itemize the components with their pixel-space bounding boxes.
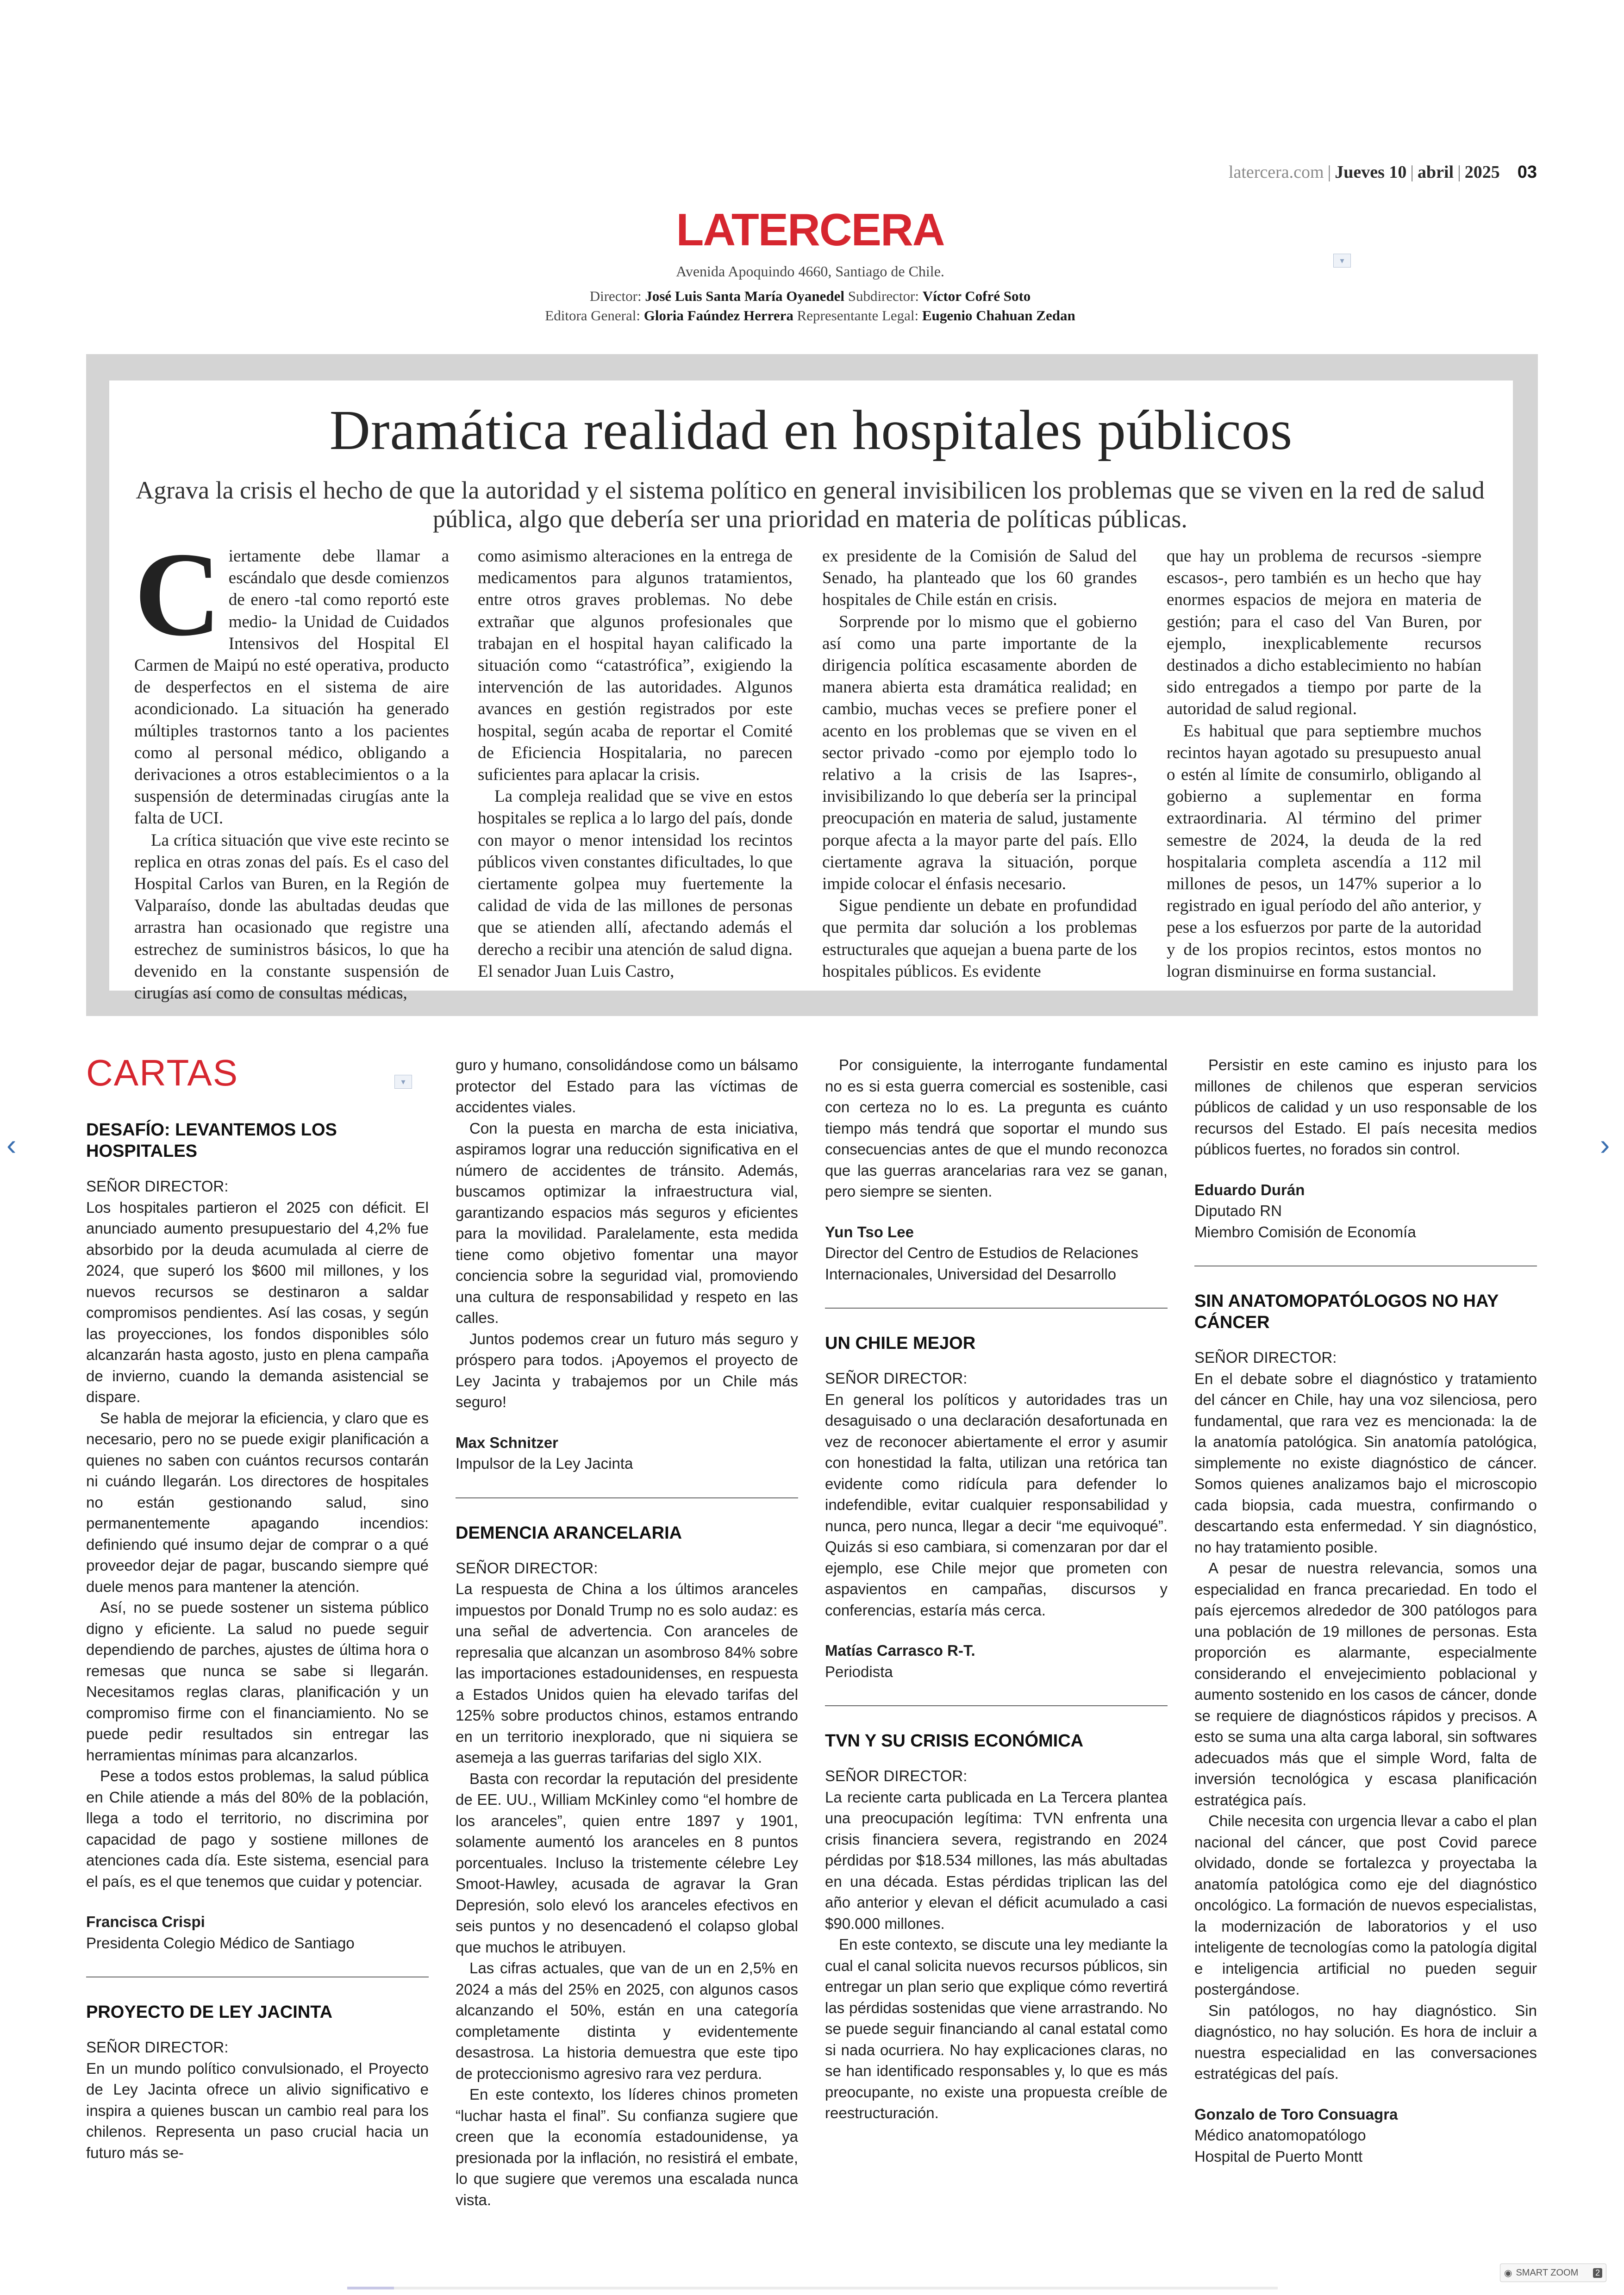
letter-author-role: Diputado RN: [1194, 1202, 1282, 1219]
newspaper-logo: LATERCERA: [676, 204, 944, 255]
eye-icon: ◉: [1504, 2268, 1512, 2278]
letters-column-2: guro y humano, consolidándose como un bálsamo protector del Estado para las víctimas de accidentes viales. Con la puesta en marcha de esta iniciativa, aspiramos lograr una reducción significativa en el número de accidentes de tránsito. Además, buscamos optimizar la infraestructura vial, garantizando espacios más seguros y eficientes para la movilidad. Paralelamente, esta medida tiene como objetivo fomentar una mayor conciencia sobre la seguridad vial, promoviendo una cultura de responsabilidad y respeto en las calles. Juntos podemos crear un futuro más seguro y próspero para todos. ¡Apoyemos el proyecto de Ley Jacinta y trabajemos por un Chile más seguro! Max Schnitzer Impulsor de la Ley Jacinta DEMENCIA ARANCELARIA SEÑOR DIRECTOR: La respuesta de China a los últimos aranceles impuestos por Donald Trump no es solo audaz: es una señal de advertencia. Con aranceles de represalia que alcanzan un asombroso 84% sobre las importaciones estadounidenses, en respuesta a Estados Unidos quien ha elevado tarifas del 125% sobre productos chinos, estamos entrando en un territorio inexplorado, que ni siquiera se asemeja a las guerras tarifarias del siglo XIX. Basta con recordar la reputación del presidente de EE. UU., William McKinley como “el hombre de los aranceles”, quien entre 1897 y 1901, solamente aumentó los aranceles en 8 puntos porcentuales. Incluso la tristemente célebre Ley Smoot-Hawley, acusada de agravar la Gran Depresión, solo elevó los aranceles efectivos en seis puntos y no desencadenó el colapso global que muchos le atribuyen. Las cifras actuales, que van de un en 2,5% en 2024 a más del 25% en 2025, con algunos casos alcanzando el 50%, están en una categoría completamente distinta y evidentemente desastrosa. La historia demuestra que este tipo de proteccionismo agresivo rara vez perdura. En este contexto, los líderes chinos prometen “luchar hasta el final”. Su confianza sugiere que creen que la economía estadounidense, ya presionada por la inflación, no resistirá el embate, lo que sugiere que veremos una escalada nunca vista.: [456, 1056, 798, 2208]
letters-column-1: DESAFÍO: LEVANTEMOS LOS HOSPITALES SEÑOR DIRECTOR: Los hospitales partieron el 2025 con déficit. El anunciado aumento presupuestario del 4,2% fue absorbido por la deuda acumulada al cierre de 2024, que superó los $600 mil millones, y los nuevos recursos se destinaron a saldar compromisos pendientes. Así las cosas, y según las proyecciones, los fondos disponibles sólo alcanzarán hasta agosto, justo en plena campaña de invierno, cuando la demanda asistencial se dispare. Se habla de mejorar la eficiencia, y claro que es necesario, pero no se puede exigir planificación a quienes no saben con cuántos recursos contarán ni cuándo llegarán. Los directores de hospitales no están gestionando salud, sino permanentemente apagando incendios: definiendo qué insumo dejar de comprar o a qué proveedor dejar de pagar, buscando siempre qué duele menos para mantener la atención. Así, no se puede sostener un sistema público digno y eficiente. La salud no puede seguir dependiendo de parches, ajustes de última hora o remesas que nunca se sabe si llegarán. Necesitamos reglas claras, planificación y un compromiso firme con el financiamiento. No se puede pedir resultados sin entregar las herramientas mínimas para alcanzarlos. Pese a todos estos problemas, la salud pública en Chile atiende a más del 80% de la población, llega a todo el territorio, no discrimina por capacidad de pago y sostiene millones de atenciones cada día. Este sistema, esencial para el país, es el que tenemos que cuidar y potenciar. Francisca Crispi Presidenta Colegio Médico de Santiago PROYECTO DE LEY JACINTA SEÑOR DIRECTOR: En un mundo político convulsionado, el Proyecto de Ley Jacinta ofrece un alivio significativo e inspira a quienes buscan un cambio real para los chilenos. Representa un paso crucial hacia un futuro más se-: [86, 1120, 429, 2161]
letters-divider: [825, 1705, 1168, 1706]
letters-column-4: Persistir en este camino es injusto para los millones de chilenos que esperan servicios públicos de calidad y un uso responsable de los recursos del Estado. El país necesita medios públicos fuertes, no forados sin control. Eduardo Durán Diputado RN Miembro Comisión de Economía SIN ANATOMOPATÓLOGOS NO HAY CÁNCER SEÑOR DIRECTOR: En el debate sobre el diagnóstico y tratamiento del cáncer en Chile, hay una voz silenciosa, pero fundamental, que rara vez es mencionada: la de la anatomía patológica. Sin anatomía patológica, simplemente no existe diagnóstico de cáncer. Somos quienes analizamos bajo el microscopio cada biopsia, cada muestra, confirmando o descartando esta enfermedad. Y sin diagnóstico, no hay tratamiento posible. A pesar de nuestra relevancia, somos una especialidad en franca precariedad. En todo el país ejercemos alrededor de 300 patólogos para una población de 19 millones de personas. Esta proporción es alarmante, especialmente considerando el envejecimiento poblacional y aumento sostenido en los casos de cáncer, donde se requiere de diagnósticos rápidos y precisos. A esto se suma una alta carga laboral, sin softwares adecuados más que el simple Word, falta de inversión tecnológica y escasa planificación estratégica país. Chile necesita con urgencia llevar a cabo el plan nacional del cáncer, que post Covid parece olvidado, donde se fortalezca y proyectaba la anatomía patológica como eje del diagnóstico oncológico. La formación de nuevos especialistas, la modernización de laboratorios y el uso inteligente de tecnologías como la patología digital e inteligencia artificial no pueden seguir postergándose. Sin patólogos, no hay diagnóstico. Sin diagnóstico, no hay solución. Es hora de incluir a nuestra especialidad en las conversaciones estratégicas del país. Gonzalo de Toro Consuagra Médico anatomopatólogo Hospital de Puerto Montt: [1194, 1054, 1537, 2167]
letter-salutation: SEÑOR DIRECTOR:: [825, 1767, 968, 1784]
page-number: 03: [1517, 162, 1537, 182]
letter-title: UN CHILE MEJOR: [825, 1334, 976, 1353]
next-page-icon[interactable]: ›: [1600, 1128, 1610, 1161]
letter-author: Francisca Crispi: [86, 1913, 205, 1930]
zoom-tag-icon-cartas[interactable]: ▾: [394, 1075, 412, 1089]
letters-column-3: Por consiguiente, la interrogante fundamental no es si esta guerra comercial es sostenible, casi con certeza no lo es. La pregunta es cuánto tiempo más tendrá que soportar el mundo sus consecuencias antes de que el mundo reconozca que las guerras arancelarias rara vez se ganan, pero siempre se sienten. Yun Tso Lee Director del Centro de Estudios de Relaciones Internacionales, Universidad del Desarrollo UN CHILE MEJOR SEÑOR DIRECTOR: En general los políticos y autoridades tras un desaguisado o una declaración desafortunada en vez de reconocer abiertamente el error y asumir con honestidad la falta, utilizan una retórica tan evidente como ridícula para defender lo indefendible, evitar cualquier responsabilidad y nunca, pero nunca, llegar a decir “me equivoqué”. Quizás si eso cambiara, si comenzaran por dar el ejemplo, ese Chile mejor que prometen con aspavientos en campañas, discursos y conferencias, estaría más cerca. Matías Carrasco R-T. Periodista TVN Y SU CRISIS ECONÓMICA SEÑOR DIRECTOR: La reciente carta publicada en La Tercera plantea una preocupación legítima: TVN enfrenta una crisis financiera severa, registrando en 2024 pérdidas por $18.534 millones, las más abultadas en una década. Estas pérdidas triplican las del año anterior y elevan el déficit acumulado a casi $90.000 millones. En este contexto, se discute una ley mediante la cual el canal solicita nuevos recursos públicos, sin entregar un plan serio que explique cómo revertirá las pérdidas sostenidas que viene arrastrando. No se puede seguir financiando al canal estatal como si nada ocurriera. No hay explicaciones claras, no se han identificado responsables y, lo que es más preocupante, no existe una propuesta creíble de reestructuración.: [825, 1056, 1168, 2121]
letter-author: Yun Tso Lee: [825, 1223, 914, 1241]
date-month: abril: [1417, 162, 1454, 182]
letter-author-role: Miembro Comisión de Economía: [1194, 1223, 1416, 1241]
editorial-column-1: Ciertamente debe llamar a escándalo que desde comienzos de enero -tal como reportó este medio- la Unidad de Cuidados Intensivos del Hospital El Carmen de Maipú no esté operativa, producto de desperfectos en el sistema de aire acondicionado. La situación ha generado múltiples trastornos tanto a los pacientes como al personal médico, obligando a derivaciones a otros establecimientos o a la suspensión de determinadas cirugías ante la falta de UCI. La crítica situación que vive este recinto se replica en otras zonas del país. Es el caso del Hospital Carlos van Buren, en la Región de Valparaíso, donde las abultadas deudas que arrastra han ocasionado que registre una estrechez de suministros básicos, lo que ha devenido en la constante suspensión de cirugías así como de consultas médicas,: [134, 528, 449, 1003]
page-folio: latercera.com | Jueves 10 | abril | 2025 03: [1228, 162, 1537, 182]
letters-divider: [825, 1308, 1168, 1309]
staff-line-2: Editora General: Gloria Faúndez Herrera Representante Legal: Eugenio Chahuan Zedan: [545, 307, 1075, 324]
letter-author: Max Schnitzer: [456, 1434, 558, 1451]
staff-line-1: Director: José Luis Santa María Oyanedel Subdirector: Víctor Cofré Soto: [589, 288, 1031, 304]
smart-zoom-label: SMART ZOOM: [1516, 2267, 1579, 2278]
page-progress-fill: [347, 2287, 394, 2289]
letter-salutation: SEÑOR DIRECTOR:: [825, 1370, 968, 1387]
section-title-cartas: CARTAS: [86, 1052, 239, 1093]
letter-author-role: Médico anatomopatólogo: [1194, 2127, 1366, 2144]
letter-author: Matías Carrasco R-T.: [825, 1642, 975, 1659]
letter-author-role: Impulsor de la Ley Jacinta: [456, 1455, 633, 1472]
smart-zoom-count: 2: [1593, 2268, 1602, 2278]
letter-author-role: Director del Centro de Estudios de Relaciones Internacionales, Universidad del Desarrollo: [825, 1244, 1138, 1283]
letter-salutation: SEÑOR DIRECTOR:: [1194, 1349, 1337, 1366]
drop-cap: C: [134, 528, 221, 661]
letter-author-role: Periodista: [825, 1663, 893, 1680]
letter-author-role: Hospital de Puerto Montt: [1194, 2147, 1363, 2165]
page-progress-bar[interactable]: [347, 2287, 1278, 2289]
letters-divider: [456, 1497, 798, 1498]
site-url[interactable]: latercera.com: [1228, 162, 1324, 182]
date-day: Jueves 10: [1335, 162, 1407, 182]
editorial-column-2: como asimismo alteraciones en la entrega de medicamentos para algunos tratamientos, entre otros graves problemas. No debe extrañar que algunos profesionales que trabajan en el hospital hayan calificado la situación como “catastrófica”, exigiendo la intervención de las autoridades. Algunos avances en gestión registrados por este hospital, según acaba de reportar el Comité de Eficiencia Hospitalaria, no parecen suficientes para aplacar la crisis. La compleja realidad que se vive en estos hospitales se replica a lo largo del país, donde con mayor o menor intensidad los recintos públicos viven constantes dificultades, lo que ciertamente golpea muy fuertemente la calidad de vida de las millones de personas que se atienden allí, afectando además el derecho a recibir una atención de salud digna. El senador Juan Luis Castro,: [478, 547, 793, 981]
letter-author: Eduardo Durán: [1194, 1181, 1305, 1198]
letter-salutation: SEÑOR DIRECTOR:: [86, 2039, 229, 2056]
letter-title: SIN ANATOMOPATÓLOGOS NO HAY CÁNCER: [1194, 1291, 1499, 1332]
zoom-tag-icon[interactable]: ▾: [1333, 254, 1351, 268]
letter-author-role: Presidenta Colegio Médico de Santiago: [86, 1934, 355, 1952]
editorial-column-4: que hay un problema de recursos -siempre escasos-, pero también es un hecho que hay enormes espacios de mejora en materia de gestión; para el caso del Van Buren, por ejemplo, inexplicablemente recursos destinados a dicho establecimiento no habían sido entregados a tiempo por parte de la autoridad de salud regional. Es habitual que para septiembre muchos recintos hayan agotado su presupuesto anual o estén al límite de consumirlo, obligando al gobierno a suplementar en forma extraordinaria. Al término del primer semestre de 2024, la deuda de la red hospitalaria completa ascendía a 112 mil millones de pesos, un 147% superior a lo registrado en igual período del año anterior, y pese a los esfuerzos por parte de la autoridad y de los propios recintos, estos montos no logran disminuirse en forma sustancial.: [1167, 547, 1481, 981]
editorial-column-3: ex presidente de la Comisión de Salud del Senado, ha planteado que los 60 grandes hospitales de Chile están en crisis. Sorprende por lo mismo que el gobierno así como una parte importante de la dirigencia política escasamente aborden de manera abierta esta dramática realidad; en cambio, muchas veces se prefiere poner el acento en los problemas que se viven en el sector privado -como por ejemplo todo lo relativo a la crisis de las Isapres-, invisibilizando lo que debería ser la principal preocupación en materia de salud, justamente porque afecta a la mayor parte del país. Ello ciertamente agrava la situación, porque impide colocar el énfasis necesario. Sigue pendiente un debate en profundidad que permita dar solución a los problemas estructurales que aquejan a buena parte de los hospitales públicos. Es evidente: [822, 547, 1137, 981]
letter-title: TVN Y SU CRISIS ECONÓMICA: [825, 1731, 1084, 1751]
letter-title: DEMENCIA ARANCELARIA: [456, 1523, 682, 1543]
letter-salutation: SEÑOR DIRECTOR:: [456, 1559, 598, 1577]
previous-page-icon[interactable]: ‹: [6, 1128, 17, 1161]
letter-salutation: SEÑOR DIRECTOR:: [86, 1178, 229, 1195]
masthead-address: Avenida Apoquindo 4660, Santiago de Chile.: [676, 263, 944, 280]
letter-author: Gonzalo de Toro Consuagra: [1194, 2105, 1398, 2123]
date-year: 2025: [1464, 162, 1500, 182]
smart-zoom-button[interactable]: [1500, 2264, 1606, 2282]
editorial-title: Dramática realidad en hospitales públicos: [329, 399, 1293, 461]
letter-title: DESAFÍO: LEVANTEMOS LOS HOSPITALES: [86, 1120, 337, 1161]
letter-title: PROYECTO DE LEY JACINTA: [86, 2002, 333, 2022]
editorial-deck: Agrava la crisis el hecho de que la autoridad y el sistema político en general invisibilicen los problemas que se viven en la red de salud pública, algo que debería ser una prioridad en materia de políticas públicas.: [136, 476, 1485, 533]
